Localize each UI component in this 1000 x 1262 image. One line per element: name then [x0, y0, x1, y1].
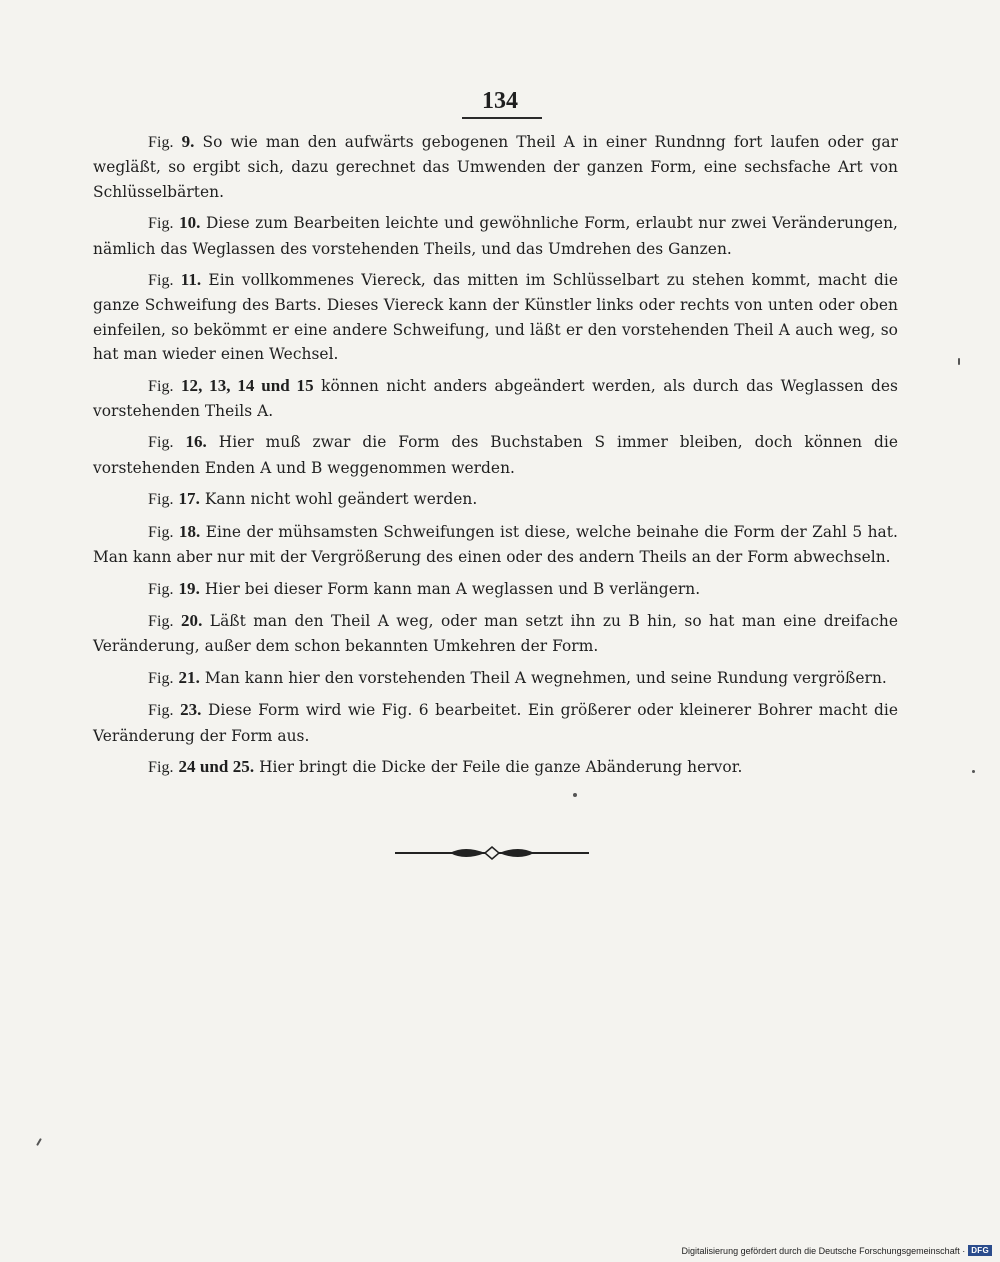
paragraph-text: Ein vollkommenes Viereck, das mitten im Schlüsselbart zu stehen kommt, macht die ganze Schweifung des Barts. Dieses Viereck kann der Künstler links oder rechts von unten oder oben einfeilen, so bekömmt er eine andere Schweifung, und läßt er den vorstehenden Theil A auch weg, so hat man wieder einen Wechsel. — [93, 271, 898, 364]
paragraph-fig-11 — [93, 268, 898, 367]
footer-text: Digitalisierung gefördert durch die Deutsche Forschungsgemeinschaft · — [681, 1245, 966, 1256]
scan-speck — [36, 1138, 42, 1146]
fig-number: 10. — [179, 213, 201, 233]
fig-number: 9. — [181, 132, 195, 151]
fig-label: Fig. — [148, 580, 174, 598]
digitization-footer — [682, 1245, 992, 1256]
paragraph-text: Diese Form wird wie Fig. 6 bearbeitet. Ein größerer oder kleinerer Bohrer macht die Veränderung der Form aus. — [93, 701, 898, 745]
paragraph-fig-21 — [93, 666, 898, 691]
dfg-logo: DFG — [968, 1245, 992, 1256]
paragraph-fig-20 — [93, 609, 898, 659]
fig-label: Fig. — [148, 134, 174, 151]
paragraph-fig-9 — [93, 130, 898, 204]
fig-label: Fig. — [148, 669, 174, 687]
paragraph-text: So wie man den aufwärts gebogenen Theil A in einer Rundnng fort laufen oder gar wegläßt, so ergibt sich, dazu gerechnet das Umwenden der ganzen Form, eine sechsfache Art von Schlüsselbärten. — [93, 133, 898, 201]
paragraph-text: Läßt man den Theil A weg, oder man setzt ihn zu B hin, so hat man eine dreifache Veränderung, außer dem schon bekannten Umkehren der Form. — [93, 611, 898, 656]
fig-label: Fig. — [148, 702, 174, 720]
fig-number: 19. — [178, 578, 200, 598]
scan-speck — [958, 358, 960, 365]
paragraph-fig-10 — [93, 211, 898, 261]
paragraph-fig-24-25 — [93, 755, 898, 780]
fig-number: 18. — [178, 521, 201, 541]
fig-number: 17. — [178, 489, 200, 509]
fig-number: 16. — [185, 432, 207, 452]
paragraph-fig-12-15 — [93, 374, 898, 424]
paragraph-text: Hier muß zwar die Form des Buchstaben S immer bleiben, doch können die vorstehenden Enden A und B weggenommen werden. — [93, 433, 898, 477]
fig-label: Fig. — [148, 215, 174, 233]
fig-label: Fig. — [148, 434, 174, 452]
fig-number: 24 und 25. — [178, 756, 255, 776]
fig-label: Fig. — [148, 491, 174, 509]
paragraph-text: Diese zum Bearbeiten leichte und gewöhnliche Form, erlaubt nur zwei Veränderungen, nämlich das Weglassen des vorstehenden Theils, und das Umdrehen des Ganzen. — [93, 214, 898, 258]
scan-speck — [972, 770, 975, 773]
paragraph-text: Hier bringt die Dicke der Feile die ganze Abänderung hervor. — [259, 757, 743, 776]
fig-label: Fig. — [148, 758, 174, 776]
page-number: 134 — [482, 88, 518, 114]
paragraph-fig-23 — [93, 698, 898, 748]
paragraph-fig-16 — [93, 430, 898, 480]
fig-number: 21. — [178, 667, 200, 687]
fig-number: 23. — [180, 700, 202, 720]
fig-label: Fig. — [148, 377, 174, 395]
paragraph-fig-18 — [93, 520, 898, 570]
paragraph-fig-19 — [93, 577, 898, 602]
paragraph-fig-17 — [93, 487, 898, 512]
fig-label: Fig. — [148, 272, 174, 290]
fig-number: 11. — [180, 270, 202, 290]
paragraph-text: Kann nicht wohl geändert werden. — [204, 490, 478, 509]
fig-number: 12, 13, 14 und 15 — [180, 375, 314, 395]
scan-speck — [573, 793, 577, 797]
page-number-rule — [462, 117, 542, 119]
paragraph-text: Man kann hier den vorstehenden Theil A wegnehmen, und seine Rundung vergrößern. — [204, 668, 887, 687]
ornament-divider — [395, 843, 589, 863]
paragraph-text: Eine der mühsamsten Schweifungen ist diese, welche beinahe die Form der Zahl 5 hat. Man kann aber nur mit der Vergrößerung des einen oder des andern Theils an der Form abwechseln. — [93, 522, 898, 567]
body-text — [93, 130, 898, 787]
fig-label: Fig. — [148, 612, 174, 630]
fig-label: Fig. — [148, 523, 174, 541]
fig-number: 20. — [180, 610, 203, 630]
paragraph-text: Hier bei dieser Form kann man A weglassen und B verlängern. — [204, 579, 701, 598]
paragraph-text: können nicht anders abgeändert werden, als durch das Weglassen des vorstehenden Theils A. — [93, 376, 898, 421]
